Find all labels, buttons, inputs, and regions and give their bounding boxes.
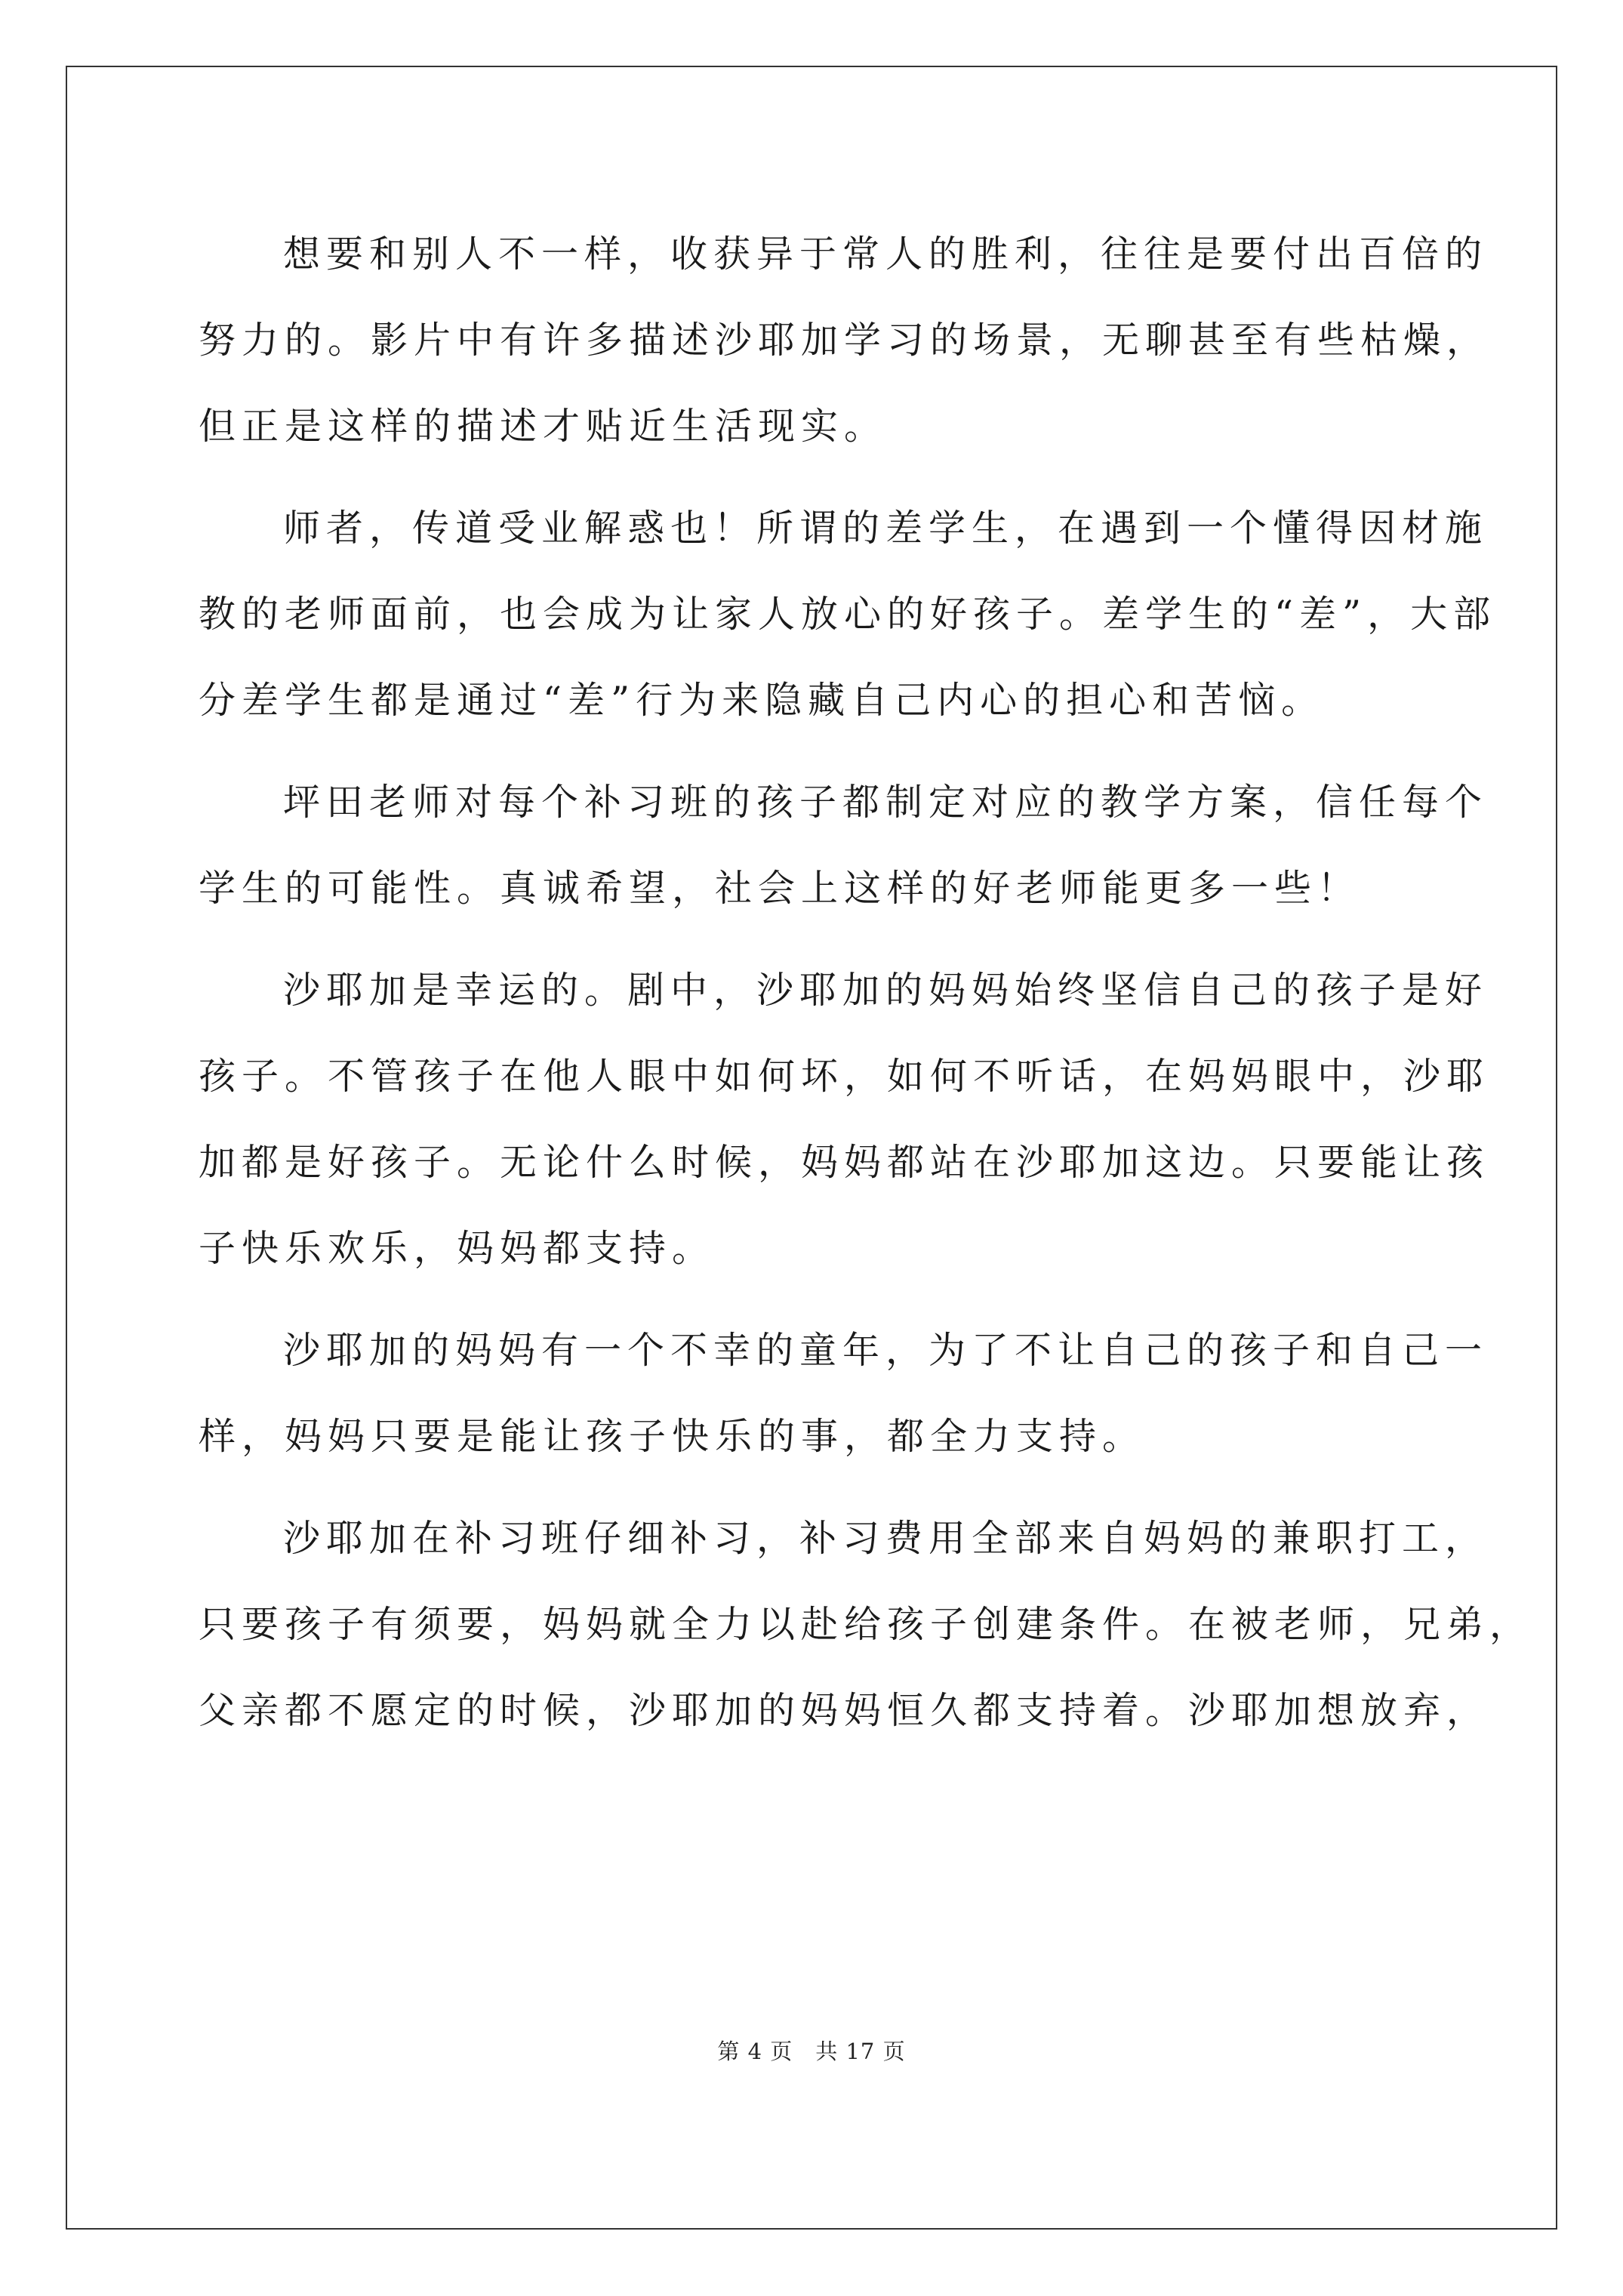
text-line: 子快乐欢乐，妈妈都支持。: [199, 1227, 716, 1270]
paragraph-1: [199, 211, 1490, 470]
text-line: 沙耶加在补习班仔细补习，补习费用全部来自妈妈的兼职打工，: [283, 1517, 1489, 1560]
paragraph-3: [199, 760, 1489, 932]
page-number-footer: 第 4 页 共 17 页: [717, 2039, 906, 2064]
text-line: 努力的。影片中有许多描述沙耶加学习的场景，无聊甚至有些枯燥，: [199, 319, 1490, 362]
text-line: 孩子。不管孩子在他人眼中如何坏，如何不听话，在妈妈眼中，沙耶: [199, 1055, 1490, 1098]
text-line: 样，妈妈只要是能让孩子快乐的事，都全力支持。: [199, 1415, 1146, 1458]
text-line: 加都是好孩子。无论什么时候，妈妈都站在沙耶加这边。只要能让孩: [199, 1141, 1490, 1184]
text-line: 只要孩子有须要，妈妈就全力以赴给孩子创建条件。在被老师，兄弟，: [199, 1603, 1533, 1646]
text-line: 但正是这样的描述才贴近生活现实。: [199, 405, 888, 448]
text-line: 师者，传道受业解惑也！所谓的差学生，在遇到一个懂得因材施: [283, 507, 1489, 550]
text-line: 父亲都不愿定的时候，沙耶加的妈妈恒久都支持着。沙耶加想放弃，: [199, 1689, 1490, 1732]
paragraph-2: [199, 485, 1497, 744]
text-line: 教的老师面前，也会成为让家人放心的好孩子。差学生的“差”，大部: [199, 593, 1497, 636]
text-line: 分差学生都是通过“差”行为来隐藏自己内心的担心和苦恼。: [199, 679, 1325, 722]
paragraph-4: [199, 948, 1490, 1292]
text-line: 学生的可能性。真诚希望，社会上这样的好老师能更多一些！: [199, 867, 1361, 910]
paragraph-5: [199, 1308, 1489, 1480]
text-line: 沙耶加是幸运的。剧中，沙耶加的妈妈始终坚信自己的孩子是好: [283, 969, 1489, 1012]
text-line: 想要和别人不一样，收获异于常人的胜利，往往是要付出百倍的: [283, 233, 1489, 276]
document-body: [199, 211, 1533, 1754]
text-line: 沙耶加的妈妈有一个不幸的童年，为了不让自己的孩子和自己一: [283, 1329, 1489, 1372]
text-line: 坪田老师对每个补习班的孩子都制定对应的教学方案，信任每个: [283, 781, 1489, 824]
paragraph-6: [199, 1496, 1533, 1754]
